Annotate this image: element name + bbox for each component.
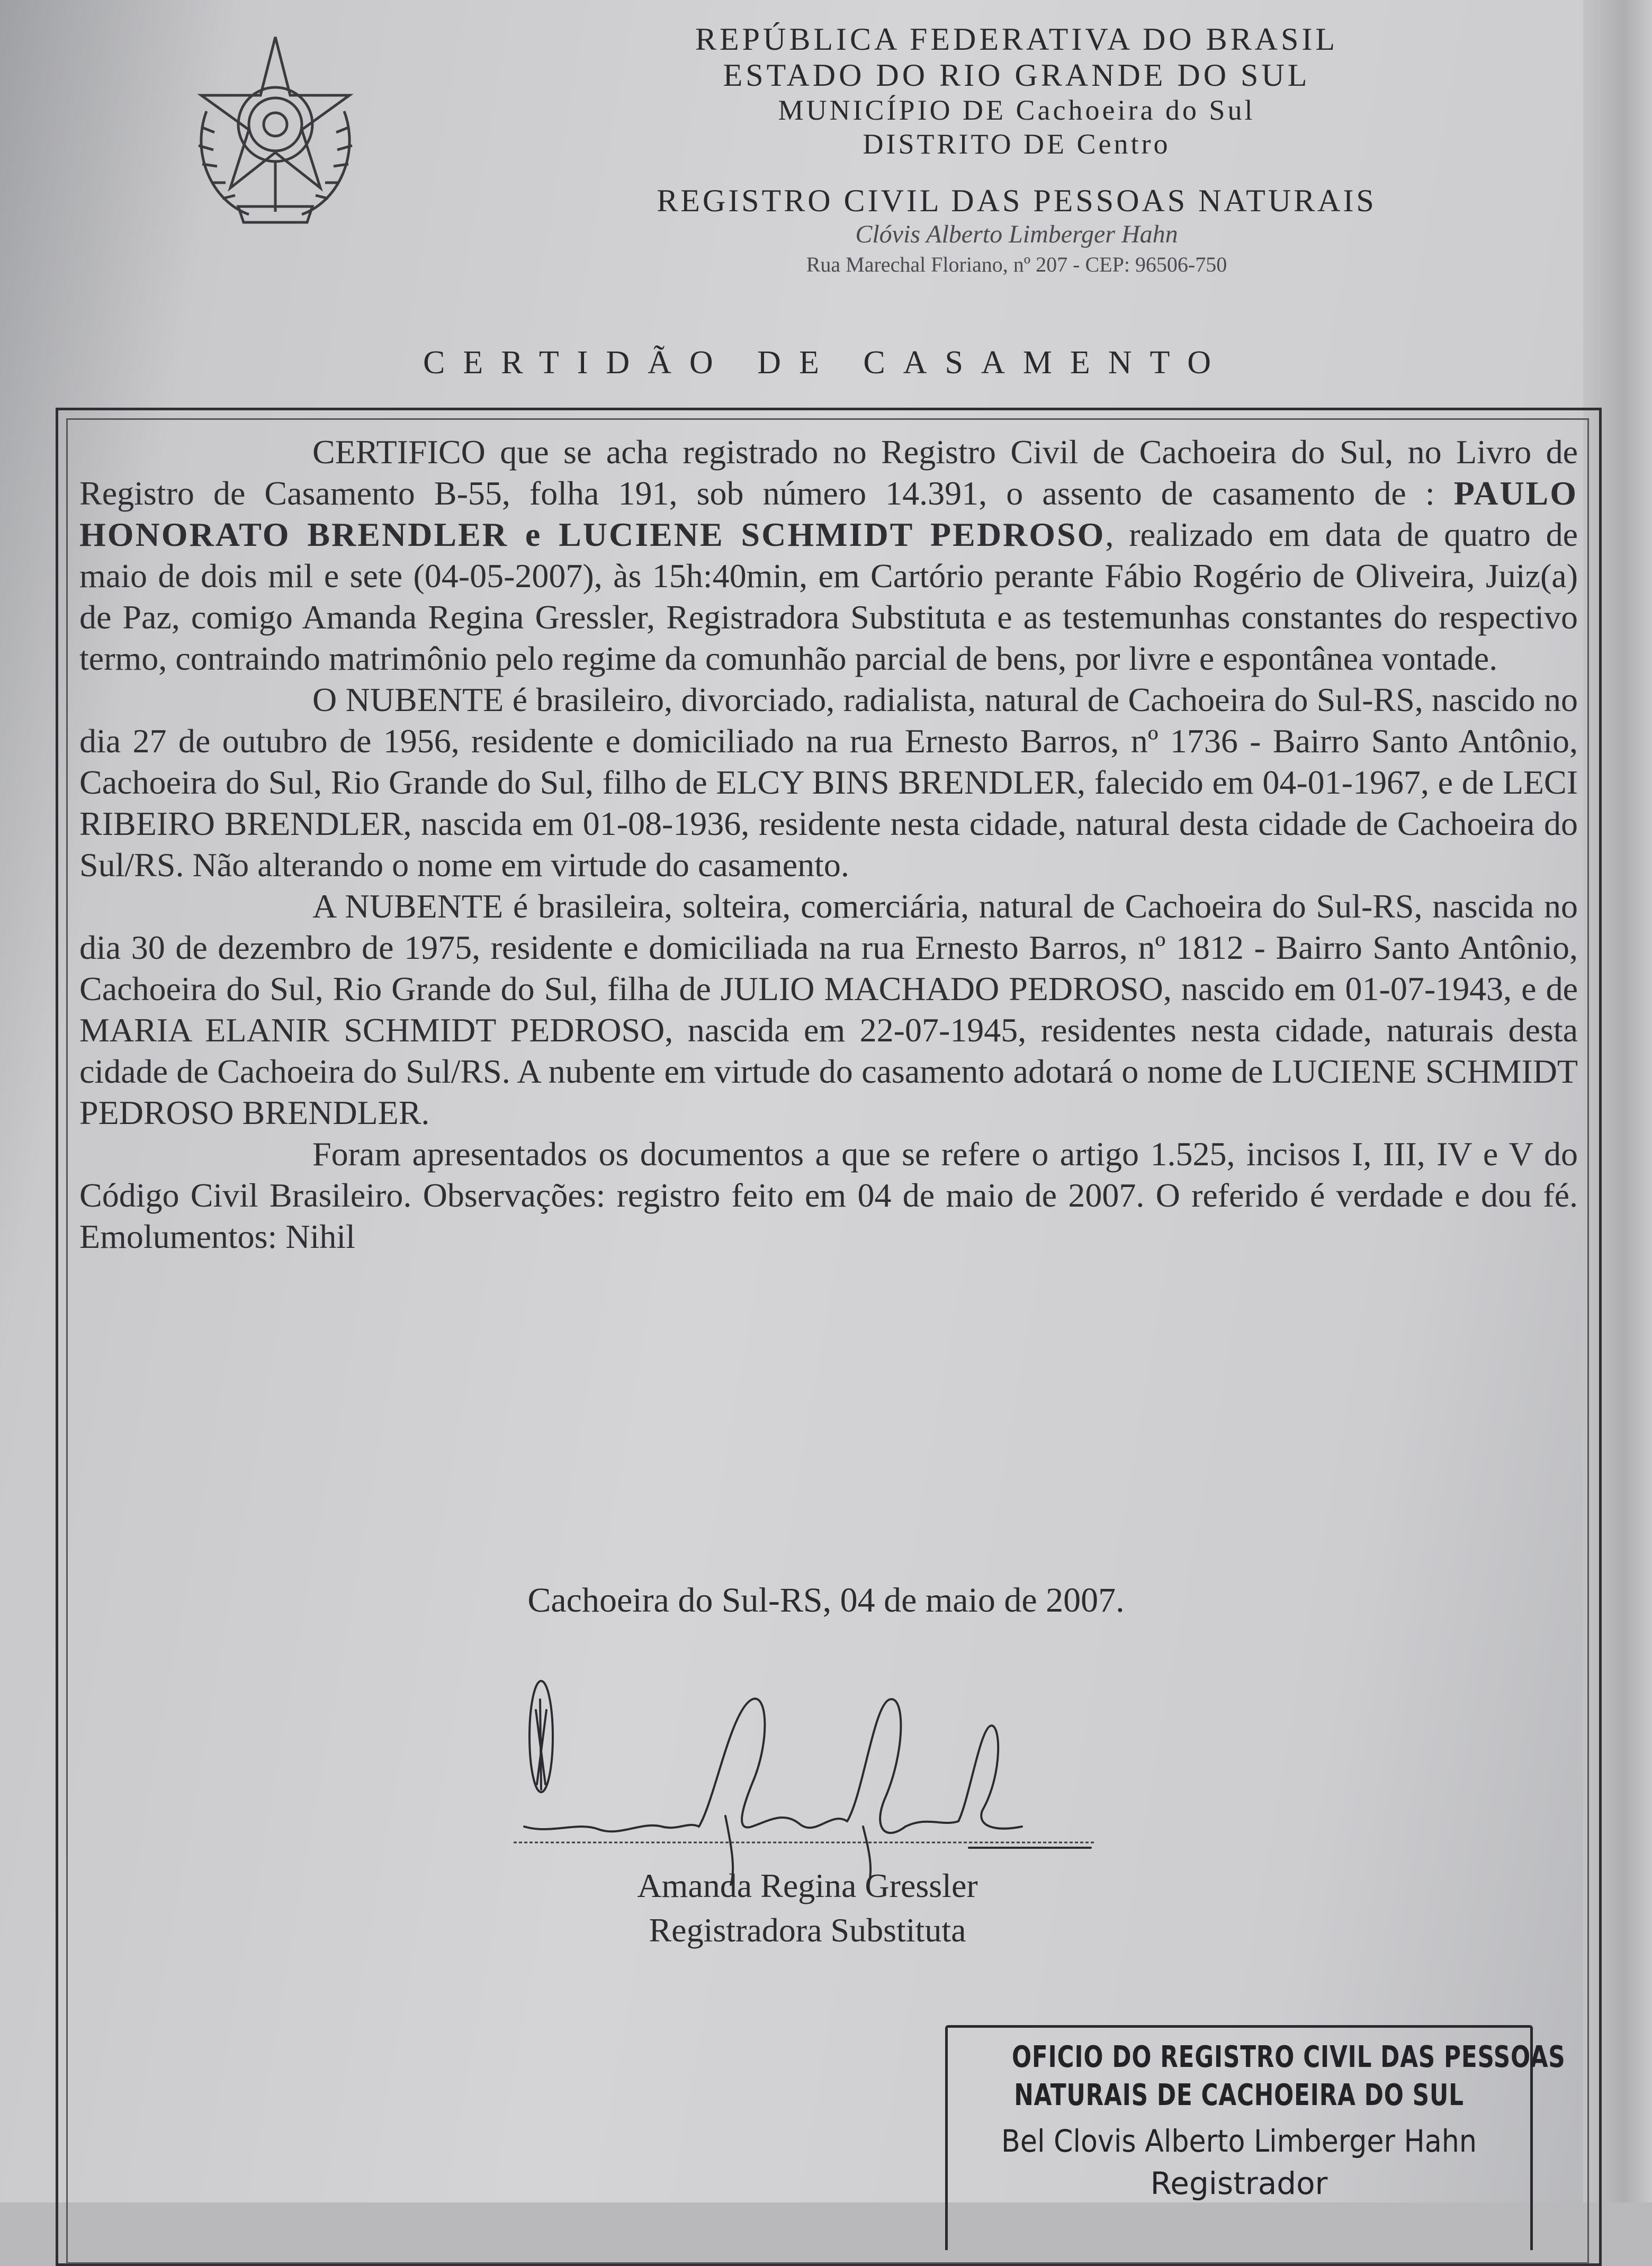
stamp-line-4: Registrador — [1150, 2165, 1328, 2201]
paragraph-certification-rest: , realizado em data de quatro de maio de dois mil e sete (04-05-2007), às 15h:40min, em Cartório perante Fábio Rogério de Oliveira, Juiz(a) de Paz, comigo Amanda Regina Gressler, Registradora Substituta e as testemunhas constantes do respectivo termo, contraindo matrimônio pelo regime da comunhão parcial de bens, por livre e espontânea vontade. — [79, 516, 1578, 677]
header-officer: Clóvis Alberto Limberger Hahn — [855, 220, 1178, 248]
spouse-names: PAULO HONORATO BRENDLER e LUCIENE SCHMIDT PEDROSO — [79, 474, 1578, 553]
header-municipality: MUNICÍPIO DE Cachoeira do Sul — [778, 94, 1255, 126]
stamp-line-2: NATURAIS DE CACHOEIRA DO SUL — [1014, 2078, 1464, 2112]
signer-name: Amanda Regina Gressler — [637, 1867, 978, 1904]
header-district: DISTRITO DE Centro — [863, 128, 1171, 160]
signer-role: Registradora Substituta — [649, 1911, 966, 1949]
header-address: Rua Marechal Floriano, nº 207 - CEP: 96506-750 — [806, 253, 1227, 276]
header-state: ESTADO DO RIO GRANDE DO SUL — [723, 58, 1310, 93]
place-and-date: Cachoeira do Sul-RS, 04 de maio de 2007. — [527, 1581, 1125, 1620]
paragraph-documents: Foram apresentados os documentos a que se refere o artigo 1.525, incisos I, III, IV e V do Código Civil Brasileiro. Observações: registro feito em 04 de maio de 2007. O referido é verdade e dou fé. Emolumentos: Nihil — [79, 1135, 1578, 1255]
handwritten-signature — [503, 1668, 1128, 1890]
stamp-line-3: Bel Clovis Alberto Limberger Hahn — [1001, 2123, 1477, 2159]
paragraph-certification — [79, 431, 1578, 679]
header-registry: REGISTRO CIVIL DAS PESSOAS NATURAIS — [657, 183, 1377, 218]
paragraph-bride: A NUBENTE é brasileira, solteira, comerciária, natural de Cachoeira do Sul-RS, nascida no dia 30 de dezembro de 1975, residente e domiciliada na rua Ernesto Barros, nº 1812 - Bairro Santo Antônio, Cachoeira do Sul, Rio Grande do Sul, filha de JULIO MACHADO PEDROSO, nascido em 01-07-1943, e de MARIA ELANIR SCHMIDT PEDROSO, nascida em 22-07-1945, residentes nesta cidade, naturais desta cidade de Cachoeira do Sul/RS. A nubente em virtude do casamento adotará o nome de LUCIENE SCHMIDT PEDROSO BRENDLER. — [79, 887, 1578, 1131]
header-republic: REPÚBLICA FEDERATIVA DO BRASIL — [695, 22, 1339, 57]
certificate-title: CERTIDÃO DE CASAMENTO — [423, 345, 1229, 381]
certificate-body — [79, 431, 1578, 1257]
brazil-coat-of-arms-icon — [169, 32, 381, 233]
paragraph-groom: O NUBENTE é brasileiro, divorciado, radialista, natural de Cachoeira do Sul-RS, nascido no dia 27 de outubro de 1956, residente e domiciliado na rua Ernesto Barros, nº 1736 - Bairro Santo Antônio, Cachoeira do Sul, Rio Grande do Sul, filho de ELCY BINS BRENDLER, falecido em 04-01-1967, e de LECI RIBEIRO BRENDLER, nascida em 01-08-1936, residente nesta cidade, natural desta cidade de Cachoeira do Sul/RS. Não alterando o nome em virtude do casamento. — [79, 681, 1578, 884]
registry-stamp — [945, 2025, 1566, 2250]
stamp-line-1: OFICIO DO REGISTRO CIVIL DAS PESSOAS — [1012, 2040, 1566, 2074]
signer-block — [529, 1864, 1085, 1953]
paragraph-certification-intro: CERTIFICO que se acha registrado no Registro Civil de Cachoeira do Sul, no Livro de Registro de Casamento B-55, folha 191, sob número 14.391, o assento de casamento de : — [79, 433, 1578, 512]
certificate-header — [593, 21, 1440, 280]
